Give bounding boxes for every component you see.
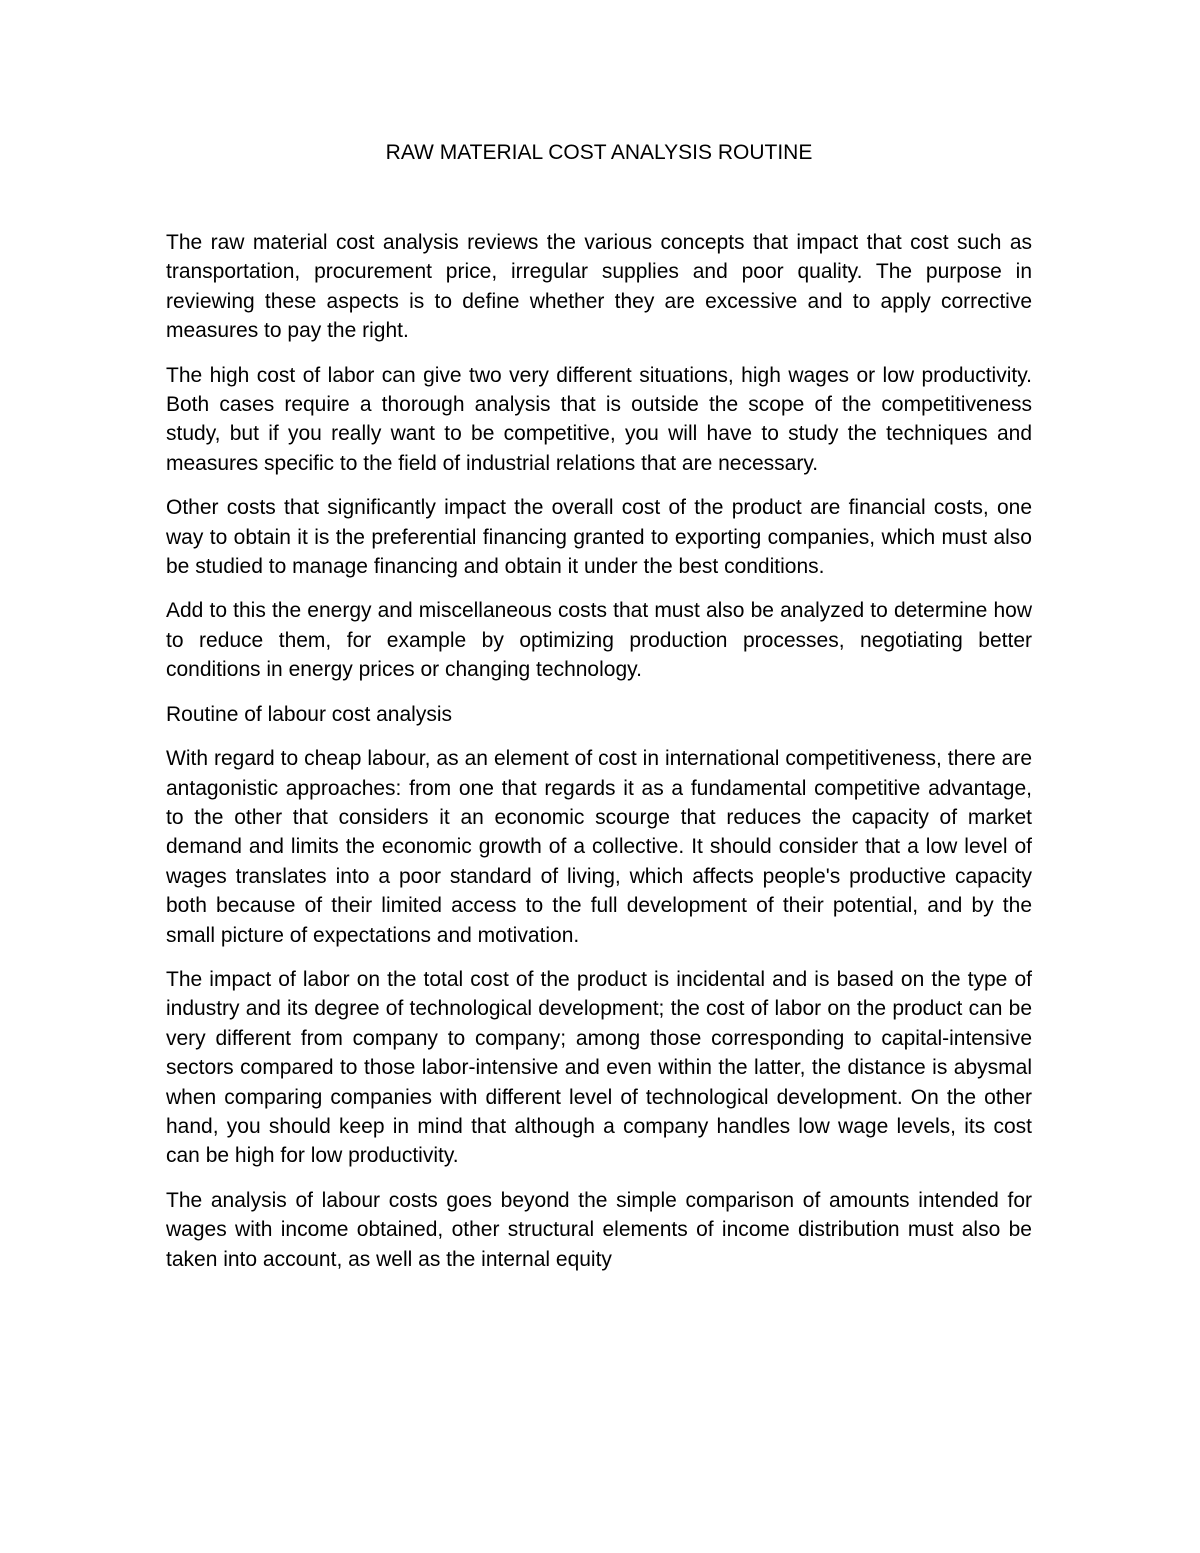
paragraph-raw-material: The raw material cost analysis reviews the various concepts that impact that cost such as transportation, procurement price, irregular supplies and poor quality. The purpose in reviewing these aspects is to define whether they are excessive and to apply corrective measures to pay the right. bbox=[166, 231, 1032, 343]
paragraph-cheap-labour: With regard to cheap labour, as an element of cost in international competitiveness, there are antagonistic approaches: from one that regards it as a fundamental competitive advantage, to the other that considers it an economic scourge that reduces the capacity of market demand and limits the economic growth of a collective. It should consider that a low level of wages translates into a poor standard of living, which affects people's productive capacity both because of their limited access to the full development of their potential, and by the small picture of expectations and motivation. bbox=[166, 747, 1032, 947]
document-title: RAW MATERIAL COST ANALYSIS ROUTINE bbox=[385, 141, 813, 164]
document-body bbox=[166, 228, 1032, 1289]
paragraph-financial-costs: Other costs that significantly impact the overall cost of the product are financial costs, one way to obtain it is the preferential financing granted to exporting companies, which must also be studied to manage financing and obtain it under the best conditions. bbox=[166, 496, 1032, 579]
paragraph-energy-costs: Add to this the energy and miscellaneous costs that must also be analyzed to determine how to reduce them, for example by optimizing production processes, negotiating better conditions in energy prices or changing technology. bbox=[166, 599, 1032, 682]
section-heading-labour-routine: Routine of labour cost analysis bbox=[166, 702, 452, 726]
paragraph-labor-impact: The impact of labor on the total cost of the product is incidental and is based on the type of industry and its degree of technological development; the cost of labor on the product can be very different from company to company; among those corresponding to capital-intensive sectors compared to those labor-intensive and even within the latter, the distance is abysmal when comparing companies with different level of technological development. On the other hand, you should keep in mind that although a company handles low wage levels, its cost can be high for low productivity. bbox=[166, 967, 1032, 1168]
paragraph-labour-analysis: The analysis of labour costs goes beyond the simple comparison of amounts intended for wages with income obtained, other structural elements of income distribution must also be taken into account, as well as the internal equity bbox=[166, 1188, 1032, 1271]
paragraph-labor-cost: The high cost of labor can give two very different situations, high wages or low productivity. Both cases require a thorough analysis that is outside the scope of the competitiveness study, but if you really want to be competitive, you will have to study the techniques and measures specific to the field of industrial relations that are necessary. bbox=[166, 363, 1032, 475]
